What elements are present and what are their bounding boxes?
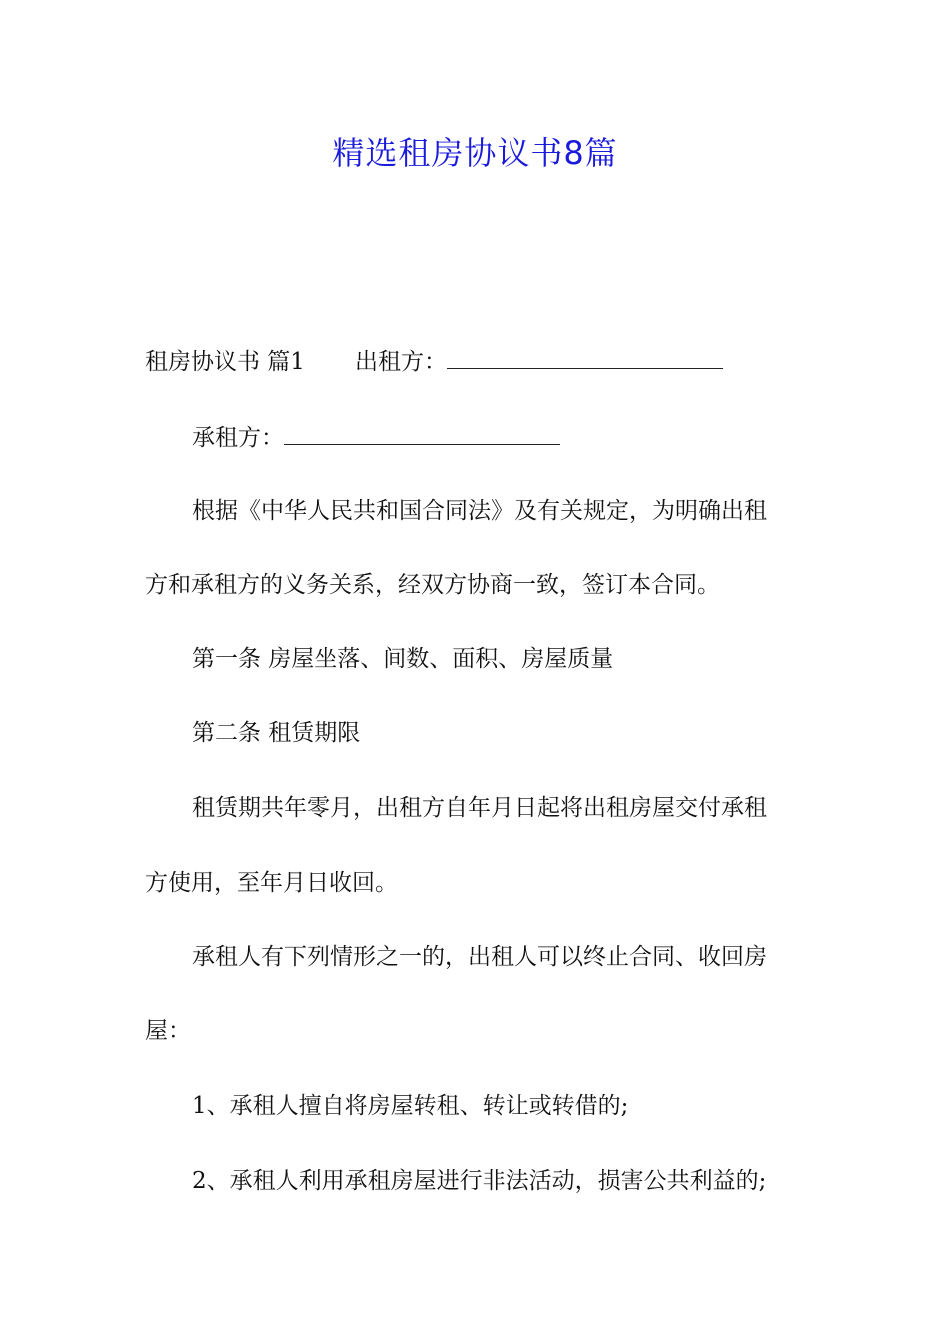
lessee-label: 承租方： <box>192 425 284 451</box>
agreement-heading: 租房协议书 篇1 <box>145 349 305 375</box>
lessor-label: 出租方： <box>354 349 447 375</box>
paragraph-6: 屋： <box>145 1018 191 1044</box>
list-item-2: 2、承租人利用承租房屋进行非法活动，损害公共利益的; <box>192 1168 767 1194</box>
lessor-blank <box>447 346 723 369</box>
article-1-heading: 第一条 房屋坐落、间数、面积、房屋质量 <box>192 646 614 672</box>
paragraph-4: 方使用，至年月日收回。 <box>145 870 398 896</box>
paragraph-1: 根据《中华人民共和国合同法》及有关规定，为明确出租 <box>192 498 767 524</box>
lessee-blank <box>284 422 560 445</box>
paragraph-3: 租赁期共年零月，出租方自年月日起将出租房屋交付承租 <box>192 795 767 821</box>
header-line <box>145 346 723 377</box>
document-title: 精选租房协议书8篇 <box>332 134 618 172</box>
list-item-1: 1、承租人擅自将房屋转租、转让或转借的; <box>192 1093 629 1119</box>
paragraph-5: 承租人有下列情形之一的，出租人可以终止合同、收回房 <box>192 944 767 970</box>
article-2-heading: 第二条 租赁期限 <box>192 720 361 746</box>
lessee-line <box>192 422 560 453</box>
paragraph-2: 方和承租方的义务关系，经双方协商一致，签订本合同。 <box>145 572 720 598</box>
